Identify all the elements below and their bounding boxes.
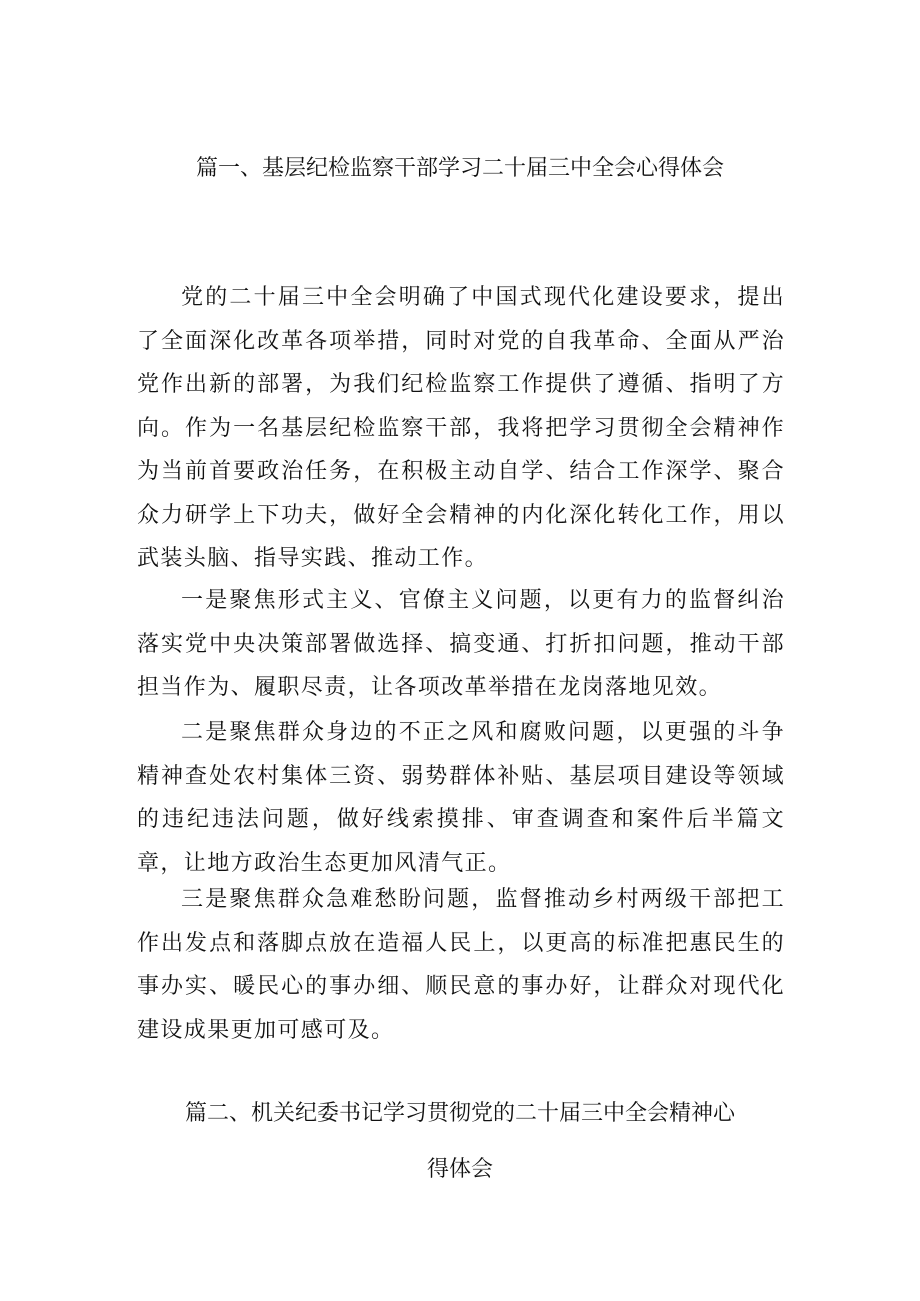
section1-paragraph-1: 党的二十届三中全会明确了中国式现代化建设要求，提出了全面深化改革各项举措，同时对党的自我革命、全面从严治党作出新的部署，为我们纪检监察工作提供了遵循、指明了方向。作为一名基层纪检监察干部，我将把学习贯彻全会精神作为当前首要政治任务，在积极主动自学、结合工作深学、聚合众力研学上下功夫，做好全会精神的内化深化转化工作，用以武装头脑、指导实践、推动工作。 bbox=[137, 285, 785, 571]
section1-paragraph-3: 二是聚焦群众身边的不正之风和腐败问题，以更强的斗争精神查处农村集体三资、弱势群体补贴、基层项目建设等领域的违纪违法问题，做好线索摸排、审查调查和案件后半篇文章，让地方政治生态更加风清气正。 bbox=[137, 720, 785, 876]
section1-title: 篇一、基层纪检监察干部学习二十届三中全会心得体会 bbox=[195, 156, 724, 181]
section2-title-line1: 篇二、机关纪委书记学习贯彻党的二十届三中全会精神心 bbox=[184, 1101, 735, 1126]
section1-paragraph-2: 一是聚焦形式主义、官僚主义问题，以更有力的监督纠治落实党中央决策部署做选择、搞变通、打折扣问题，推动干部担当作为、履职尽责，让各项改革举措在龙岗落地见效。 bbox=[137, 588, 785, 700]
section2-title-line2: 得体会 bbox=[426, 1157, 493, 1182]
section1-paragraph-4: 三是聚焦群众急难愁盼问题，监督推动乡村两级干部把工作出发点和落脚点放在造福人民上，以更高的标准把惠民生的事办实、暖民心的事办细、顺民意的事办好，让群众对现代化建设成果更加可感可及。 bbox=[137, 887, 785, 1043]
